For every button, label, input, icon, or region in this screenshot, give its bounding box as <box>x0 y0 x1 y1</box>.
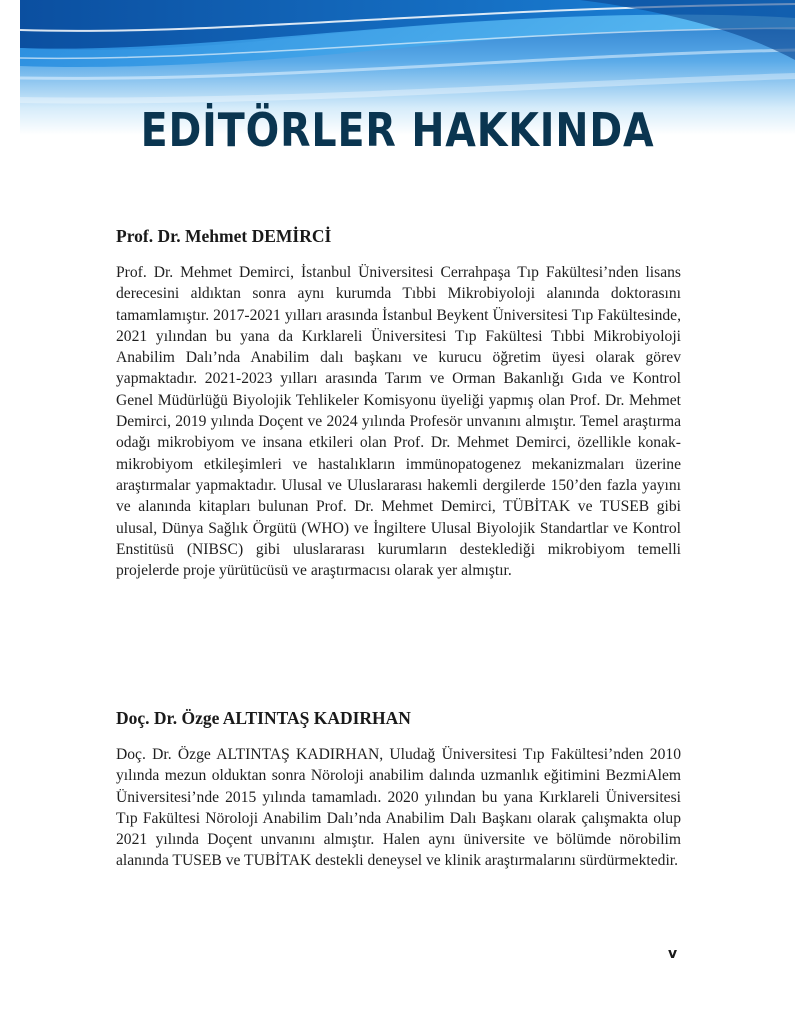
editor-section-demirci <box>116 226 681 581</box>
page-title: EDİTÖRLER HAKKINDA <box>140 103 655 157</box>
editor-bio: Doç. Dr. Özge ALTINTAŞ KADIRHAN, Uludağ Üniversitesi Tıp Fakültesi’nden 2010 yılında mezun olduktan sonra Nöroloji anabilim dalında uzmanlık eğitimini BezmiAlem Üniversitesi’nde 2015 yılında tamamladı. 2020 yılından bu yana Kırklareli Üniversitesi Tıp Fakültesi Nöroloji Anabilim Dalı’nda Anabilim Dalı Başkanı olarak çalışmakta olup 2021 yılında Doçent unvanını almıştır. Halen aynı üniversite ve bölümde nörobilim alanında TUSEB ve TUBİTAK destekli deneysel ve klinik araştırmalarını sürdürmektedir. <box>116 746 681 870</box>
editor-name: Doç. Dr. Özge ALTINTAŞ KADIRHAN <box>116 708 411 728</box>
page-number: v <box>668 946 678 962</box>
editor-name: Prof. Dr. Mehmet DEMİRCİ <box>116 226 332 246</box>
editor-section-altintas-kadirhan <box>116 708 681 872</box>
editor-bio: Prof. Dr. Mehmet Demirci, İstanbul Üniversitesi Cerrahpaşa Tıp Fakültesi’nden lisans derecesini aldıktan sonra aynı kurumda Tıbbi Mikrobiyoloji alanında doktorasını tamamlamıştır. 2017-2021 yılları arasında İstanbul Beykent Üniversitesi Tıp Fakültesinde, 2021 yılından bu yana da Kırklareli Üniversitesi Tıp Fakültesi Tıbbi Mikrobiyoloji Anabilim Dalı’nda Anabilim dalı başkanı ve kurucu öğretim üyesi olarak görev yapmaktadır. 2021-2023 yılları arasında Tarım ve Orman Bakanlığı Gıda ve Kontrol Genel Müdürlüğü Biyolojik Tehlikeler Komisyonu üyeliği yapmış olan Prof. Dr. Mehmet Demirci, 2019 yılında Doçent ve 2024 yılında Profesör unvanını almıştır. Temel araştırma odağı mikrobiyom ve insana etkileri olan Prof. Dr. Mehmet Demirci, özellikle konak-mikrobiyom etkileşimleri ve hastalıkların immünopatogenez mekanizmaları üzerine araştırmalar yapmaktadır. Ulusal ve Uluslararası hakemli dergilerde 150’den fazla yayını ve alanında kitapları bulunan Prof. Dr. Mehmet Demirci, TÜBİTAK ve TUSEB gibi ulusal, Dünya Sağlık Örgütü (WHO) ve İngiltere Ulusal Biyolojik Standartlar ve Kontrol Enstitüsü (NIBSC) gibi uluslararası kurumların desteklediği mikrobiyom temelli projelerde proje yürütücüsü ve araştırmacısı olarak yer almıştır. <box>116 264 681 580</box>
